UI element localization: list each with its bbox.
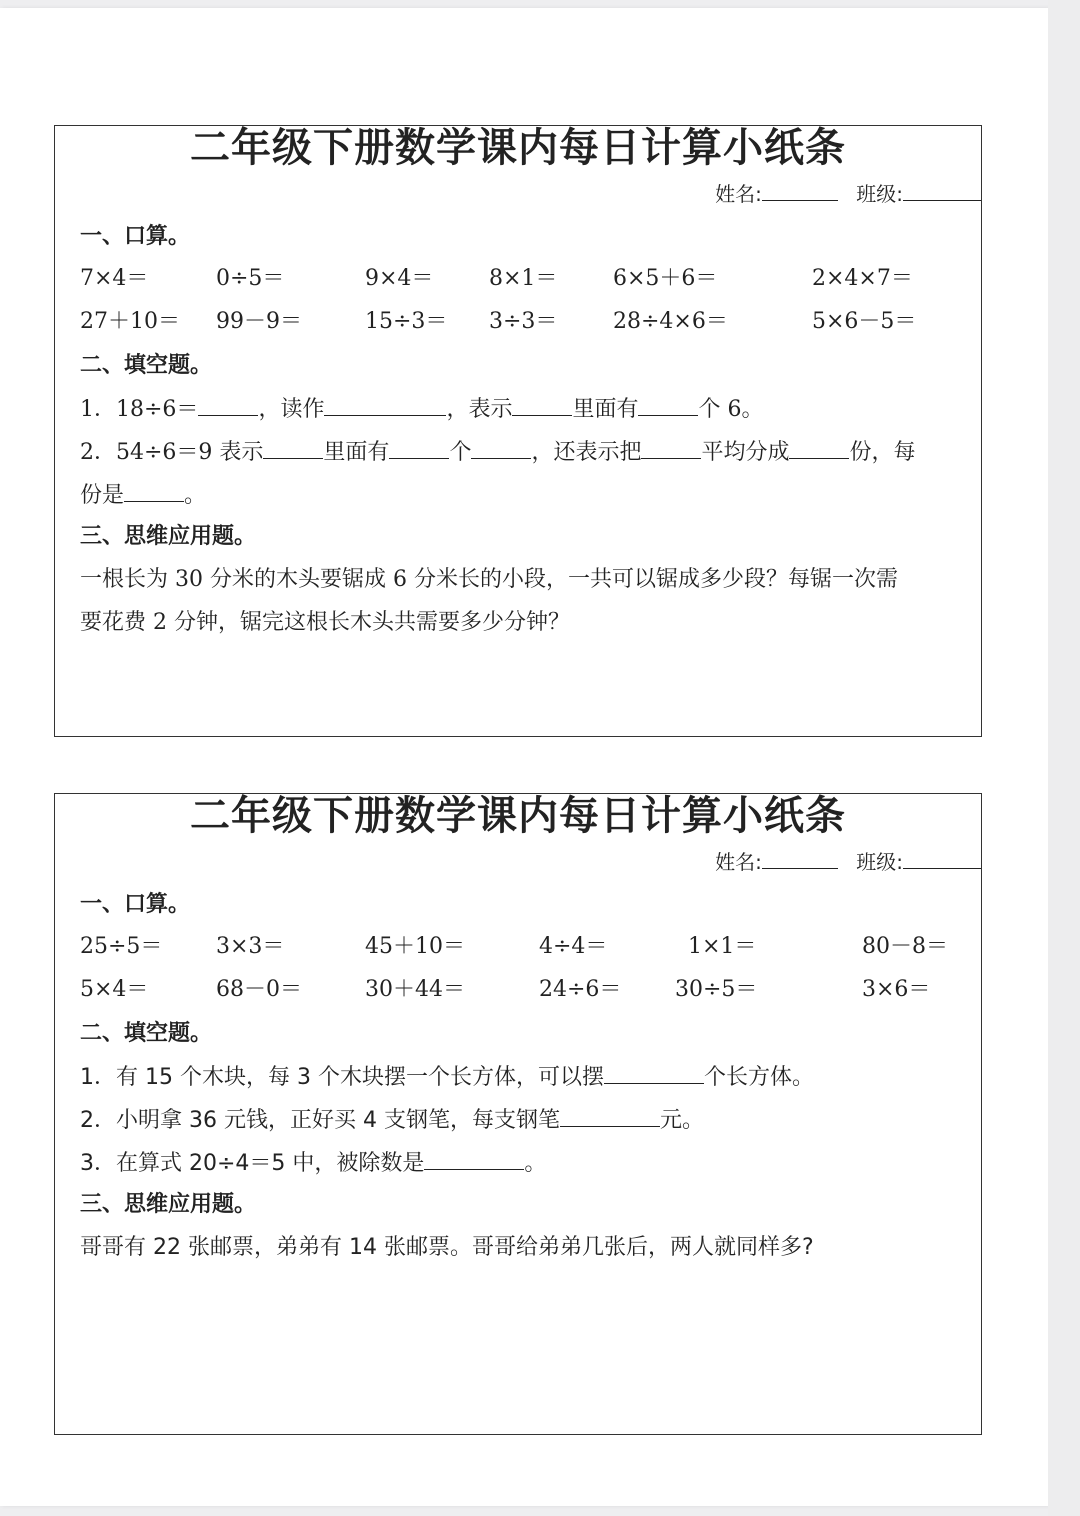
- oral-item: 1×1＝: [688, 934, 757, 959]
- question-text: 个: [449, 440, 472, 465]
- name-blank: [762, 850, 838, 869]
- oral-item: 9×4＝: [365, 266, 434, 291]
- oral-item: 45＋10＝: [365, 934, 465, 959]
- question-text: 1．18÷6＝: [80, 397, 199, 422]
- section-oral-heading: 一、口算。: [80, 892, 191, 917]
- answer-blank: [789, 438, 849, 459]
- fill-question-1: [80, 395, 763, 424]
- answer-blank: [512, 395, 572, 416]
- oral-item: 80－8＝: [862, 934, 948, 959]
- slip-title: 二年级下册数学课内每日计算小纸条: [190, 793, 846, 839]
- answer-blank: [198, 395, 258, 416]
- section-word-heading: 三、思维应用题。: [80, 524, 257, 549]
- answer-blank: [638, 395, 698, 416]
- oral-item: 8×1＝: [489, 266, 558, 291]
- class-label: 班级:: [856, 182, 903, 206]
- fill-question-2: [80, 438, 916, 467]
- question-text: 2．54÷6＝9 表示: [80, 440, 264, 465]
- slip-title: 二年级下册数学课内每日计算小纸条: [190, 125, 846, 171]
- fill-question-2: [80, 1106, 704, 1135]
- question-text: 份，每: [849, 440, 916, 465]
- section-fill-heading: 二、填空题。: [80, 1021, 213, 1046]
- oral-item: 28÷4×6＝: [613, 309, 728, 334]
- answer-blank: [263, 438, 323, 459]
- oral-item: 5×4＝: [80, 977, 149, 1002]
- name-blank: [762, 182, 838, 201]
- question-text: 份是: [80, 483, 125, 508]
- name-class-row: [715, 182, 981, 206]
- question-text: 平均分成: [701, 440, 790, 465]
- oral-item: 0÷5＝: [216, 266, 285, 291]
- class-label: 班级:: [856, 850, 903, 874]
- oral-item: 68－0＝: [216, 977, 302, 1002]
- oral-item: 30÷5＝: [675, 977, 758, 1002]
- word-problem-line-1: 一根长为 30 分米的木头要锯成 6 分米长的小段，一共可以锯成多少段？每锯一次需: [80, 567, 898, 592]
- question-text: 。: [184, 483, 207, 508]
- oral-item: 30＋44＝: [365, 977, 465, 1002]
- question-text: 个 6。: [698, 397, 764, 422]
- oral-item: 3×3＝: [216, 934, 285, 959]
- question-text: 3．在算式 20÷4＝5 中，被除数是: [80, 1151, 425, 1176]
- answer-blank: [604, 1063, 704, 1084]
- word-problem-line-1: 哥哥有 22 张邮票，弟弟有 14 张邮票。哥哥给弟弟几张后，两人就同样多?: [80, 1235, 814, 1260]
- oral-item: 7×4＝: [80, 266, 149, 291]
- question-text: 个长方体。: [703, 1065, 814, 1090]
- oral-item: 2×4×7＝: [812, 266, 913, 291]
- oral-item: 24÷6＝: [539, 977, 622, 1002]
- answer-blank: [641, 438, 701, 459]
- oral-item: 27＋10＝: [80, 309, 180, 334]
- answer-blank: [424, 1149, 524, 1170]
- question-text: ，读作: [258, 397, 325, 422]
- section-fill-heading: 二、填空题。: [80, 353, 213, 378]
- oral-item: 6×5＋6＝: [613, 266, 718, 291]
- section-oral-heading: 一、口算。: [80, 224, 191, 249]
- document-page: [0, 8, 1048, 1506]
- question-text: ，表示: [446, 397, 513, 422]
- answer-blank: [560, 1106, 660, 1127]
- oral-item: 5×6－5＝: [812, 309, 917, 334]
- oral-item: 3÷3＝: [489, 309, 558, 334]
- answer-blank: [471, 438, 531, 459]
- question-text: ，还表示把: [531, 440, 642, 465]
- question-text: 2．小明拿 36 元钱，正好买 4 支钢笔，每支钢笔: [80, 1108, 560, 1133]
- question-text: 元。: [659, 1108, 704, 1133]
- fill-question-2-cont: [80, 481, 206, 510]
- word-problem-line-2: 要花费 2 分钟，锯完这根长木头共需要多少分钟？: [80, 610, 570, 635]
- question-text: 里面有: [323, 440, 390, 465]
- oral-item: 4÷4＝: [539, 934, 608, 959]
- question-text: 里面有: [572, 397, 639, 422]
- answer-blank: [124, 481, 184, 502]
- worksheet-slip-1: [54, 125, 982, 737]
- fill-question-3: [80, 1149, 546, 1178]
- section-word-heading: 三、思维应用题。: [80, 1192, 257, 1217]
- answer-blank: [389, 438, 449, 459]
- name-class-row: [715, 850, 981, 874]
- name-label: 姓名:: [715, 182, 762, 206]
- oral-item: 25÷5＝: [80, 934, 163, 959]
- oral-item: 15÷3＝: [365, 309, 448, 334]
- question-text: 。: [524, 1151, 547, 1176]
- worksheet-slip-2: [54, 793, 982, 1435]
- viewer-margin: [1048, 0, 1080, 1516]
- name-label: 姓名:: [715, 850, 762, 874]
- oral-item: 3×6＝: [862, 977, 931, 1002]
- class-blank: [903, 182, 981, 201]
- question-text: 1．有 15 个木块，每 3 个木块摆一个长方体，可以摆: [80, 1065, 604, 1090]
- oral-item: 99－9＝: [216, 309, 302, 334]
- answer-blank: [324, 395, 446, 416]
- fill-question-1: [80, 1063, 814, 1092]
- class-blank: [903, 850, 981, 869]
